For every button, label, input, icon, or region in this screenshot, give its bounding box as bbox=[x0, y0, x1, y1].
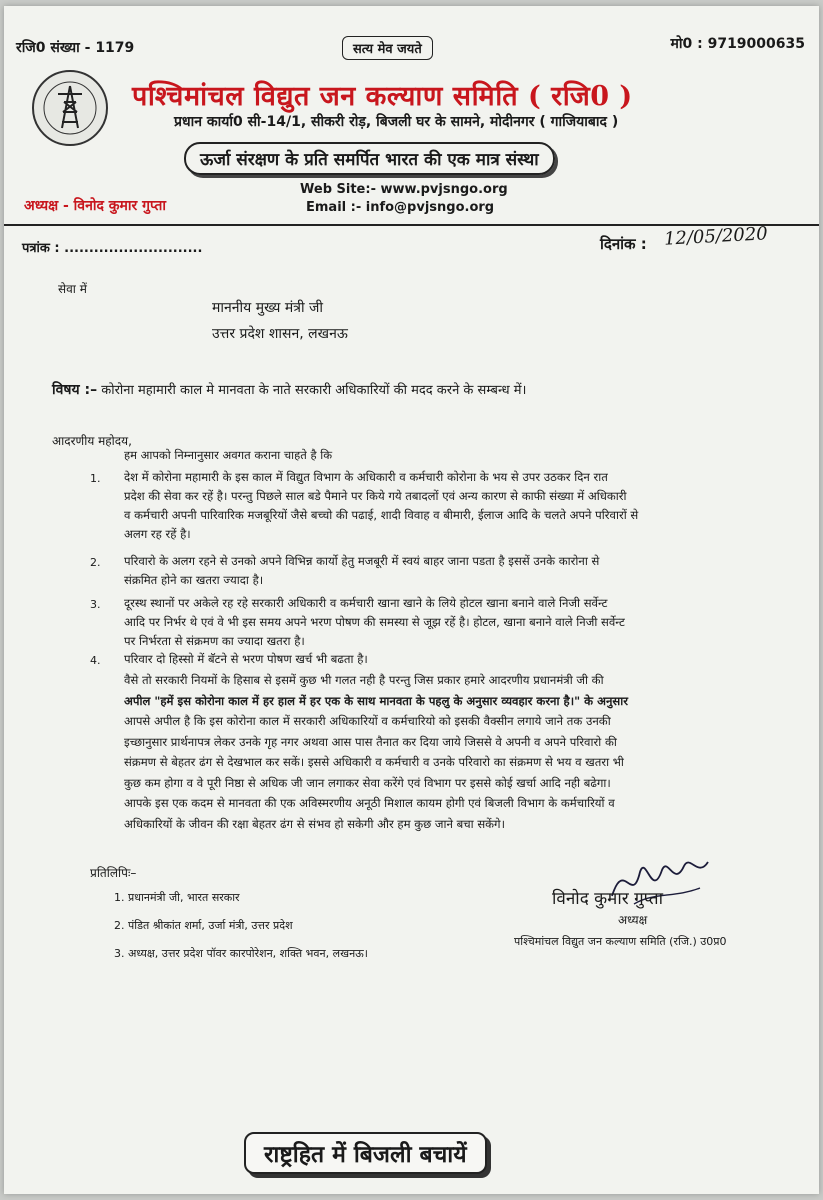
body-line: वैसे तो सरकारी नियमों के हिसाब से इसमें कुछ भी गलत नही है परन्तु जिस प्रकार हमारे आदरणीय प्रधानमंत्री जी की bbox=[124, 673, 604, 687]
tower-icon bbox=[34, 72, 106, 144]
point-3-text bbox=[124, 594, 625, 651]
registration-number: रजि0 संख्या - 1179 bbox=[16, 40, 135, 56]
point-line: संक्रमित होने का खतरा ज्यादा है। bbox=[124, 573, 264, 587]
point-line: व कर्मचारी अपनी पारिवारिक मजबूरियों जैसे बच्चो की पढाई, शादी विवाह व बीमारी, ईलाज आदि के चलते अपने परिवारों से bbox=[124, 508, 639, 522]
intro-line: हम आपको निम्नानुसार अवगत कराना चाहते है कि bbox=[124, 448, 333, 462]
body-line: कुछ कम होगा व वे पूरी निष्ठा से अधिक जी जान लगाकर सेवा करेंगे एवं विभाग पर इससे कोई खर्चा आदि नही बढेगा। bbox=[124, 775, 611, 790]
copy-item: 1. प्रधानमंत्री जी, भारत सरकार bbox=[114, 891, 240, 904]
point-line: परिवार दो हिस्सो में बॅटने से भरण पोषण खर्च भी बढता है। bbox=[124, 652, 368, 666]
handwritten-date: 12/05/2020 bbox=[663, 223, 769, 250]
point-line: आदि पर निर्भर थे एवं वे भी इस समय अपने भरण पोषण की समस्या से जूझ रहें है। होटल, खाना बनाने वाले निजी सर्वेन्ट bbox=[124, 615, 625, 629]
subject-line bbox=[52, 380, 526, 399]
copy-item: 2. पंडित श्रीकांत शर्मा, उर्जा मंत्री, उत्तर प्रदेश bbox=[114, 919, 293, 932]
point-number: 2. bbox=[90, 556, 101, 569]
president-name: अध्यक्ष - विनोद कुमार गुप्ता bbox=[24, 198, 166, 214]
point-line: पर निर्भरता से संक्रमण का ज्यादा खतरा है। bbox=[124, 634, 305, 648]
motto-box: सत्य मेव जयते bbox=[342, 36, 433, 60]
point-number: 4. bbox=[90, 654, 101, 667]
body-paragraph bbox=[124, 670, 628, 834]
body-line: अधिकारियों के जीवन की रक्षा बेहतर ढंग से संभव हो सकेगी और हम कुछ जाने बचा सकेंगे। bbox=[124, 816, 505, 831]
addressee-line-2: उत्तर प्रदेश शासन, लखनऊ bbox=[212, 326, 348, 342]
org-name: पश्चिमांचल विद्युत जन कल्याण समिति ( रजि0 ) bbox=[132, 81, 633, 112]
copy-item: 3. अध्यक्ष, उत्तर प्रदेश पॉवर कारपोरेशन, शक्ति भवन, लखनऊ। bbox=[114, 947, 368, 960]
body-line: संक्रमण से बेहतर ढंग से देखभाल कर सकें। इससे अधिकारी व कर्मचारी व उनके परिवारो का संक्रमण से भय व खतरा भी bbox=[124, 755, 624, 769]
point-number: 3. bbox=[90, 598, 101, 611]
body-line: आपसे अपील है कि इस कोरोना काल में सरकारी अधिकारियों व कर्मचारियो को इसकी वैक्सीन लगाये जाने तक उनकी bbox=[124, 714, 611, 728]
point-line: प्रदेश की सेवा कर रहें है। परन्तु पिछले साल बडे पैमाने पर किये गये तबादलों एवं अन्य कारण से काफी संख्या में अधिकारी bbox=[124, 489, 627, 503]
subject-text: कोरोना महामारी काल मे मानवता के नाते सरकारी अधिकारियों की मदद करने के सम्बन्ध में। bbox=[101, 383, 527, 398]
subject-label: विषय :– bbox=[52, 382, 98, 398]
header-divider bbox=[4, 224, 819, 226]
signatory-name: विनोद कुमार गुप्ता bbox=[552, 889, 664, 909]
point-line: देश में कोरोना महामारी के इस काल में विद्युत विभाग के अधिकारी व कर्मचारी कोरोना के भय से उपर उठकर दिन रात bbox=[124, 470, 608, 484]
footer-slogan: राष्ट्रहित में बिजली बचायें bbox=[244, 1132, 487, 1174]
org-logo bbox=[32, 70, 108, 146]
addressee-prefix: सेवा में bbox=[58, 282, 87, 296]
point-2-text bbox=[124, 552, 599, 590]
signatory-org: पश्चिमांचल विद्युत जन कल्याण समिति (रजि.) उ0प्र0 bbox=[514, 935, 727, 948]
phone-number: मो0 : 9719000635 bbox=[670, 36, 805, 52]
salutation: आदरणीय महोदय, bbox=[52, 434, 132, 448]
point-number: 1. bbox=[90, 472, 101, 485]
reference-number: पत्रांक : ............................ bbox=[22, 241, 203, 256]
email-link[interactable]: Email :- info@pvjsngo.org bbox=[306, 200, 495, 215]
point-line: दूरस्थ स्थानों पर अकेले रह रहे सरकारी अधिकारी व कर्मचारी खाना खाने के लिये होटल खाना बनाने वाले निजी सर्वेन्ट bbox=[124, 596, 608, 610]
website-link[interactable]: Web Site:- www.pvjsngo.org bbox=[300, 182, 508, 197]
body-line: इच्छानुसार प्रार्थनापत्र लेकर उनके गृह नगर अथवा आस पास तैनात कर दिया जाये जिससे वे अपनी व अपने परिवारो की bbox=[124, 734, 617, 749]
letter-page bbox=[4, 6, 819, 1194]
org-address: प्रधान कार्या0 सी-14/1, सीकरी रोड़, बिजली घर के सामने, मोदीनगर ( गाजियाबाद ) bbox=[174, 114, 619, 130]
point-1-text bbox=[124, 468, 638, 544]
addressee-line-1: माननीय मुख्य मंत्री जी bbox=[212, 300, 324, 316]
point-line: अलग रह रहें है। bbox=[124, 527, 191, 541]
org-tagline: ऊर्जा संरक्षण के प्रति समर्पित भारत की एक मात्र संस्था bbox=[184, 142, 555, 175]
body-line: अपील "हमें इस कोरोना काल में हर हाल में हर एक के साथ मानवता के पहलु के अनुसार व्यवहार करना है।" के अनुसार bbox=[124, 693, 628, 708]
body-line: आपके इस एक कदम से मानवता की एक अविस्मरणीय अनूठी मिशाल कायम होगी एवं बिजली विभाग के कर्मचारियों व bbox=[124, 796, 615, 810]
point-4-text bbox=[124, 650, 368, 669]
signatory-role: अध्यक्ष bbox=[618, 913, 648, 927]
copy-label: प्रतिलिपिः– bbox=[90, 866, 137, 880]
point-line: परिवारो के अलग रहने से उनको अपने विभिन्न कार्यो हेतु मजबूरी में स्वयं बाहर जाना पडता है इससें उनके कारोना से bbox=[124, 554, 600, 568]
date-label: दिनांक : bbox=[600, 235, 647, 253]
